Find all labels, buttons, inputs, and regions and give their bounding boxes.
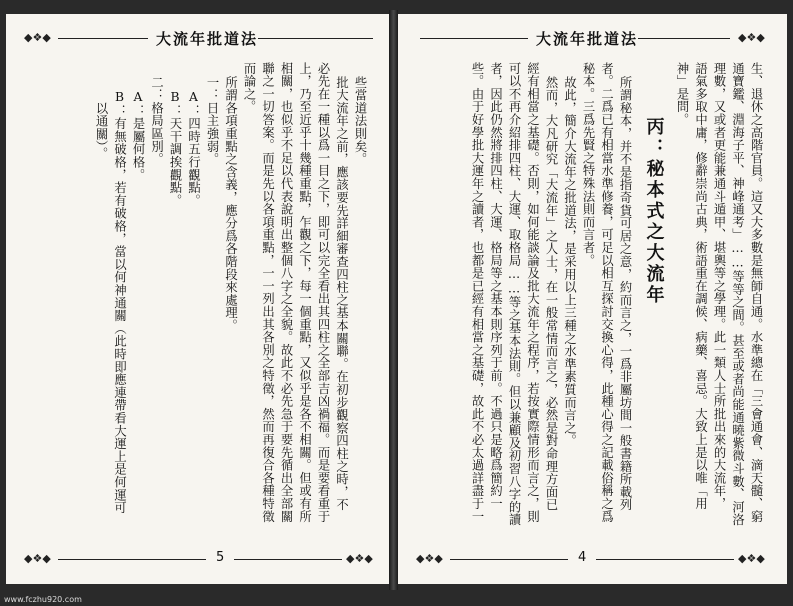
ornament-icon: ◆❖◆	[24, 31, 51, 44]
right-footer	[398, 550, 787, 570]
text-column: A：是屬何格。	[131, 90, 145, 182]
text-column: 生、退休之高階官員。這又大多數是無師自通。水準總在「三會通會、滴天髓、窮	[749, 62, 763, 523]
left-page-text	[28, 62, 369, 538]
running-title: 大流年批道法	[156, 30, 259, 48]
right-header	[398, 26, 787, 50]
text-column: 秘本。三爲先賢之特殊法則而言者。	[581, 62, 595, 267]
section-heading: 丙：秘本式之大流年	[643, 117, 665, 306]
text-column: 一：日主強弱。	[205, 76, 219, 166]
text-column: 批大流年之前，應該要先詳細審查四柱之基本關聯。在初步觀察四柱之時，不	[334, 76, 349, 512]
text-column: 通寶鑑、淵海子平、神峰通考」……等等之間。甚至或者尚能通曉紫微斗數、河洛	[730, 62, 745, 527]
ornament-icon: ◆❖◆	[24, 552, 51, 565]
ornament-icon: ◆❖◆	[738, 31, 765, 44]
text-column: B：天干調挨觀點。	[168, 90, 182, 207]
text-column: 上，乃至近乎十幾種重點，乍觀之下，每一個重點，又似乎是各不相關。但或有所	[297, 62, 312, 523]
text-column: 必先在一種以爲一目之下，即可以完全看出其四柱之全部吉凶禍福。而是要看重于	[316, 62, 330, 523]
text-column: 些。由于好學批大運年之讀者，也都是已經有相當之基礎，故此不必太過詳盡于一	[470, 62, 484, 523]
book-gutter	[389, 10, 398, 590]
text-column: 故此，簡介大流年之批道法，是采用以上三種之水準素質而言之。	[562, 76, 577, 448]
page-number: 5	[216, 550, 225, 565]
text-column: 所謂秘本，并不是指奇貨可居之意，約而言之，一爲非屬坊間一般書籍所載列	[618, 76, 632, 512]
left-footer	[6, 550, 389, 570]
text-column: 者。二爲已有相當水準修養，可足以相互探討交換心得，此種心得之記載俗稱之爲	[599, 62, 614, 523]
text-column: 二：格局區別。	[149, 76, 164, 166]
text-column: 以通關）。	[94, 102, 108, 160]
ornament-icon: ◆❖◆	[738, 552, 765, 565]
text-column: A：四時五行觀點。	[186, 90, 201, 207]
text-column: 些當道法則矣。	[353, 76, 367, 166]
text-column: 神」是問。	[675, 62, 689, 126]
text-column: 然而，大凡研究「大流年」之人士，在一般常情而言之，必然是對命理方面已	[544, 76, 558, 512]
right-page	[398, 14, 787, 584]
text-column: 相關，也似乎不足以代表說明出整個八字之全貌。故此不必先急于要先循出全部關	[279, 62, 293, 523]
text-column: 所謂各項重點之含義，應分爲各階段來處理。	[223, 76, 238, 332]
page-number: 4	[578, 550, 587, 565]
text-column: 理數，又或者更能兼通斗遁甲、堪輿等之學理。此一類人士所批出來的大流年，	[712, 62, 726, 510]
text-column: 可以不再介紹排四柱、大運、取格局……等之基本法則。但以兼顧及初習八字的讀	[507, 62, 521, 527]
left-header	[6, 26, 389, 50]
text-column: B：有無破格，若有破格，當以何神通關（此時即應連帶看大運上是何運可	[112, 90, 127, 515]
running-title: 大流年批道法	[536, 30, 639, 48]
left-page	[6, 14, 389, 584]
right-page-text	[418, 62, 765, 538]
text-column: 而論之。	[242, 62, 256, 114]
text-column: 經有相當之基礎。否則，如何能談論及批大流年之程序，若按實際情形而言之，則	[525, 62, 540, 523]
ornament-icon: ◆❖◆	[346, 552, 373, 565]
watermark: www.fczhu920.com	[4, 595, 82, 604]
text-column: 聯之一切答案。而是先以各項重點，一一列出其各別之特徵，然而再復合各種特徵	[260, 62, 275, 523]
ornament-icon: ◆❖◆	[416, 552, 443, 565]
text-column: 語氣多取中庸，修辭崇尚古典，術語重在調候、病藥、喜忌。大致上是以唯「用	[693, 62, 708, 510]
text-column: 者，因此仍然將排四柱、大運、格局等之基本則序列于前。不過只是略爲簡約一	[488, 62, 503, 510]
